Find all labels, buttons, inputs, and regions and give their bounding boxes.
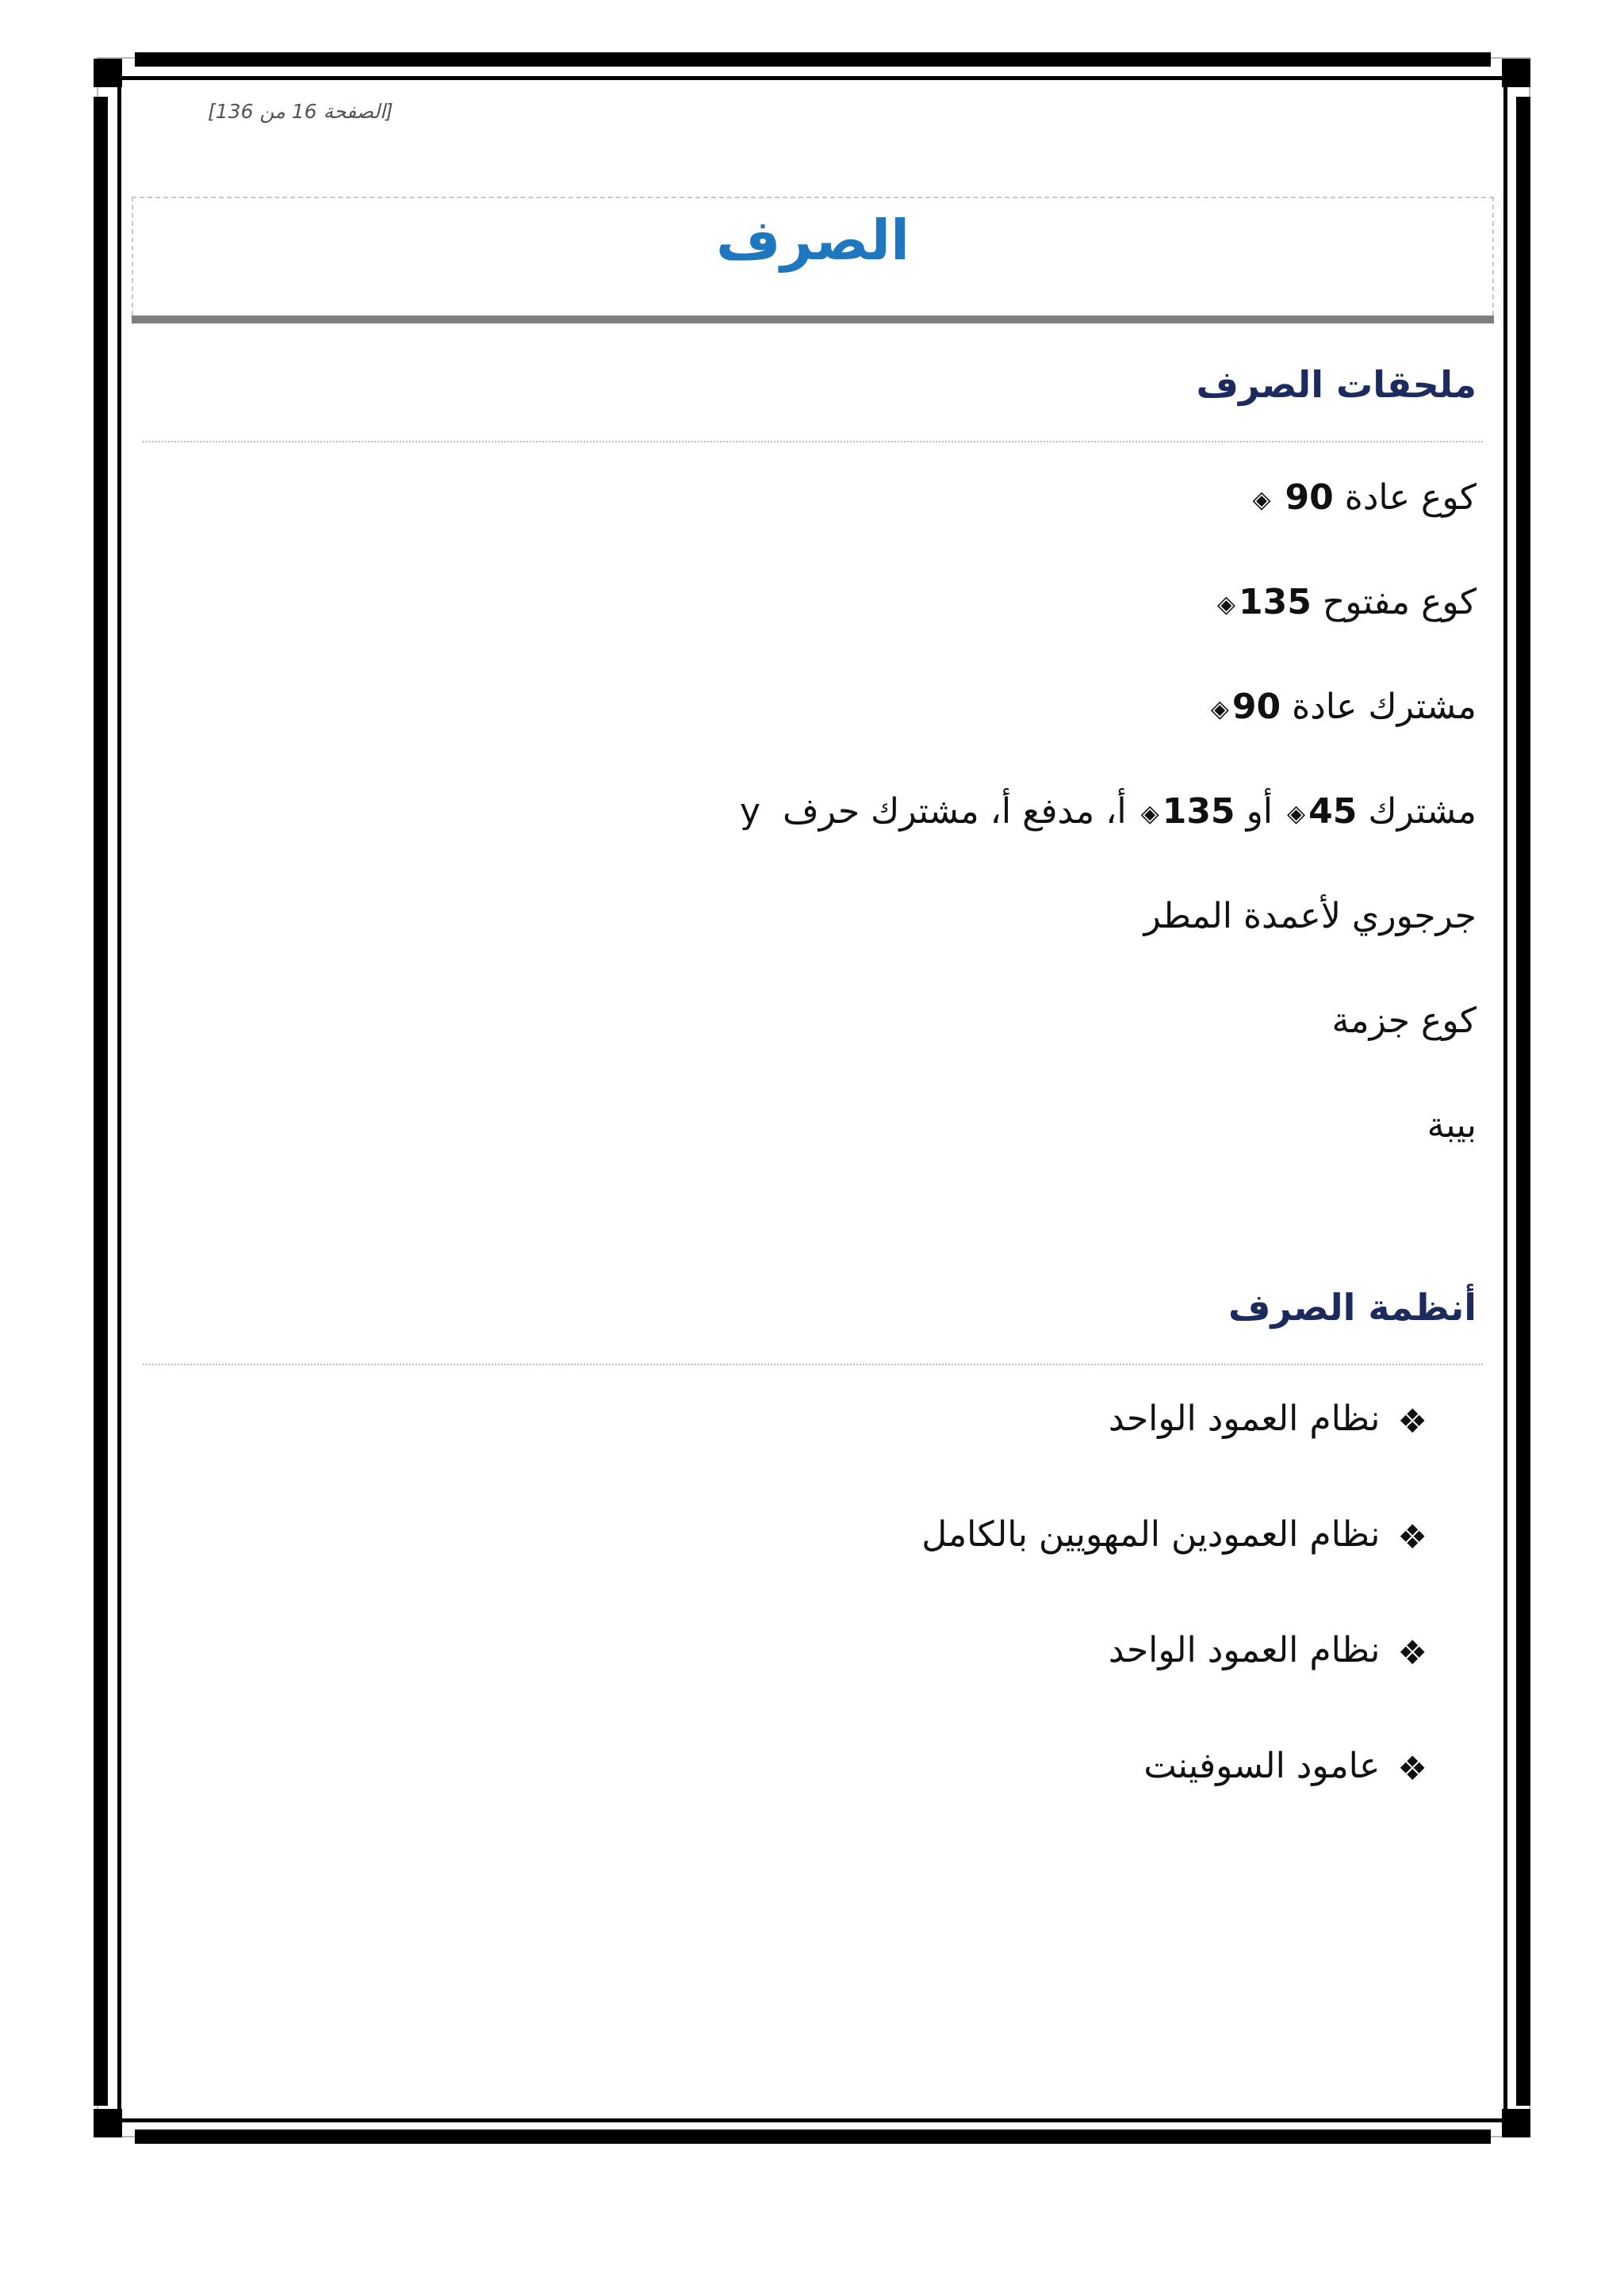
list-item bbox=[1249, 477, 1477, 518]
page-border-inner-right bbox=[1503, 78, 1507, 2123]
diamond-icon: ◈ bbox=[1140, 799, 1159, 828]
item-text: كوع مفتوح bbox=[1322, 582, 1477, 622]
item-text: مشترك bbox=[1368, 791, 1477, 832]
page-border-inner-left bbox=[117, 78, 121, 2123]
list-item: بيبة bbox=[1427, 1105, 1477, 1146]
border-corner-top-left bbox=[94, 59, 122, 87]
item-text: كوع عادة bbox=[1344, 477, 1477, 518]
list-item bbox=[1208, 687, 1477, 727]
title-underline bbox=[132, 316, 1494, 323]
four-diamond-bullet-icon: ❖ bbox=[1397, 1401, 1427, 1441]
list-item: كوع جزمة bbox=[1331, 1001, 1477, 1041]
bullet-item bbox=[1109, 1399, 1427, 1441]
bullet-item bbox=[921, 1514, 1427, 1556]
border-corner-bottom-left bbox=[94, 2109, 122, 2137]
item-suffix: y bbox=[739, 791, 760, 832]
item-number: 45 bbox=[1308, 791, 1358, 832]
page-border-top bbox=[135, 52, 1491, 67]
section-divider bbox=[143, 1364, 1483, 1365]
page-title: الصرف bbox=[715, 208, 910, 273]
diamond-icon: ◈ bbox=[1252, 485, 1271, 514]
diamond-icon: ◈ bbox=[1216, 590, 1235, 618]
item-text: مشترك عادة bbox=[1292, 687, 1477, 727]
bullet-item bbox=[1143, 1746, 1427, 1788]
bullet-item bbox=[1109, 1630, 1427, 1672]
item-number: 135 bbox=[1238, 582, 1312, 622]
list-item: جرجوري لأعمدة المطر bbox=[1143, 896, 1477, 936]
page-number-note: [الصفحة 16 من 136] bbox=[208, 100, 393, 123]
bullet-text: نظام العمود الواحد bbox=[1108, 1399, 1381, 1439]
bullet-text: نظام العمودين المهويين بالكامل bbox=[921, 1514, 1381, 1555]
page-border-inner-bottom bbox=[119, 2118, 1507, 2122]
diamond-icon: ◈ bbox=[1210, 695, 1229, 723]
item-text: أو bbox=[1246, 791, 1274, 832]
bullet-text: عامود السوفينت bbox=[1143, 1746, 1381, 1786]
section-heading-systems: أنظمة الصرف bbox=[1228, 1286, 1477, 1329]
border-corner-top-right bbox=[1502, 59, 1530, 87]
page-border-right bbox=[1516, 97, 1530, 2106]
four-diamond-bullet-icon: ❖ bbox=[1397, 1748, 1427, 1788]
four-diamond-bullet-icon: ❖ bbox=[1397, 1632, 1427, 1672]
page-border-inner-top bbox=[119, 76, 1507, 80]
diamond-icon: ◈ bbox=[1287, 799, 1306, 828]
page-border-bottom bbox=[135, 2130, 1491, 2144]
border-corner-bottom-right bbox=[1502, 2109, 1530, 2137]
page-border-left bbox=[94, 97, 108, 2106]
item-number: 90 bbox=[1285, 477, 1334, 518]
four-diamond-bullet-icon: ❖ bbox=[1397, 1517, 1427, 1556]
list-item bbox=[740, 791, 1477, 832]
section-divider bbox=[143, 441, 1483, 442]
item-number: 135 bbox=[1162, 791, 1235, 832]
bullet-text: نظام العمود الواحد bbox=[1108, 1630, 1381, 1670]
section-heading-fittings: ملحقات الصرف bbox=[1196, 363, 1477, 406]
item-number: 90 bbox=[1231, 687, 1281, 727]
item-text: أ، مدفع أ، مشترك حرف bbox=[782, 791, 1127, 832]
list-item bbox=[1214, 582, 1477, 622]
